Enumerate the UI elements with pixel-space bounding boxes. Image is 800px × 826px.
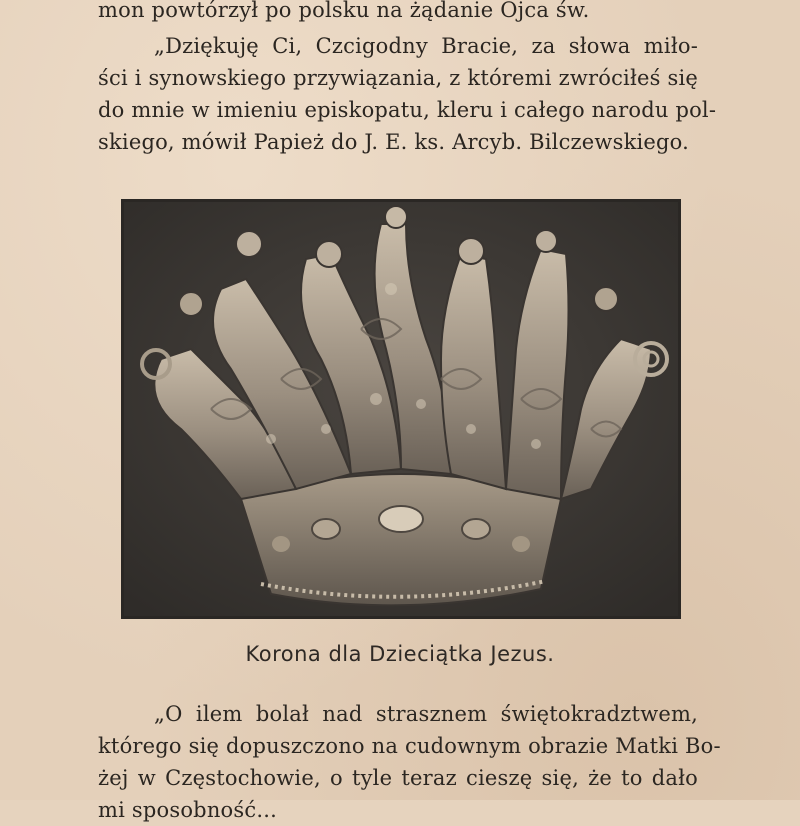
text-line-4: do mnie w imieniu episkopatu, kleru i całego narodu pol- [98,98,717,122]
crown-illustration [121,199,681,619]
text-line-1: mon powtórzył po polsku na żądanie Ojca św. [98,0,590,22]
text-line-5: skiego, mówił Papież do J. E. ks. Arcyb. Bilczewskiego. [98,130,690,154]
text-line-2: „Dziękuję Ci, Czcigodny Bracie, za słowa miło- [154,34,698,58]
text-line-8: żej w Częstochowie, o tyle teraz cieszę się, że to dało [98,766,698,790]
text-line-3: ści i synowskiego przywiązania, z któremi zwróciłeś się [98,66,698,90]
text-line-6: „O ilem bolał nad strasznem świętokradztwem, [154,702,698,726]
crown-photograph [121,199,681,619]
figure-caption: Korona dla Dzieciątka Jezus. [245,642,555,666]
text-line-9: mi sposobność... [98,798,277,822]
text-line-7: którego się dopuszczono na cudownym obrazie Matki Bo- [98,734,721,758]
